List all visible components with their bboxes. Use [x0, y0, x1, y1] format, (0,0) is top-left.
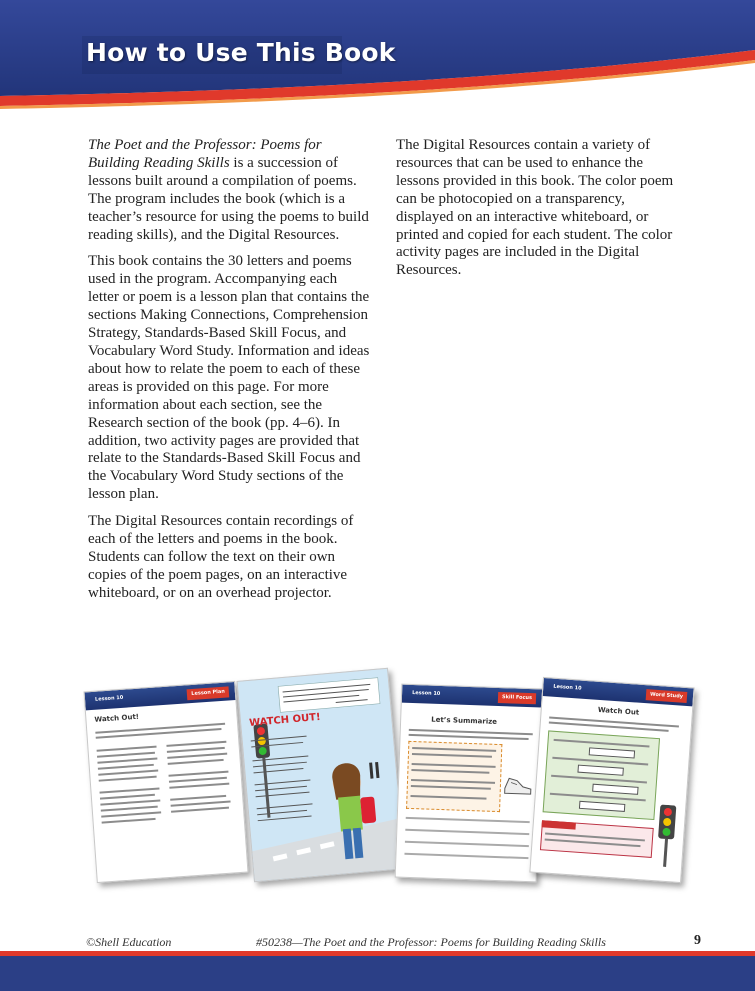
book-reference: #50238—The Poet and the Professor: Poems for Building Reading Skills [256, 935, 606, 949]
card-lesson-label: Lesson 10 [553, 683, 582, 692]
poem-heading: WATCH OUT! [248, 711, 322, 730]
poem-page-art [238, 669, 405, 881]
card-heading: Let’s Summarize [431, 715, 498, 726]
card-tag: Lesson Plan [187, 686, 229, 700]
card-lesson-label: Lesson 10 [412, 689, 441, 697]
traffic-light-icon [653, 804, 679, 867]
page-footer [0, 925, 755, 991]
paragraph [88, 137, 370, 244]
activity-pages-illustration [80, 666, 700, 896]
paragraph: This book contains the 30 letters and poems used in the program. Accompanying each letter or poem is a lesson plan that contains the sections Making Connections, Comprehension Strategy, Standards-Based Skill Focus, and Vocabulary Word Study. Information and ideas about how to relate the poem to each of these areas is provided on this page. For more information about each section, see the Research section of the book (pp. 4–6). In addition, two activity pages are provided that relate to the Standards-Based Skill Focus and the Vocabulary Word Study sections of the lesson plan. [88, 253, 370, 503]
sneaker-icon [503, 774, 534, 797]
skill-focus-page-image [395, 684, 544, 883]
page-number: 9 [694, 933, 701, 948]
card-lesson-label: Lesson 10 [94, 694, 124, 703]
left-column [88, 137, 370, 612]
paragraph: The Digital Resources contain recordings of each of the letters and poems in the book. Students can follow the text on their own copies of the poem pages, on an interactive whiteboard, or on an overhead projector. [88, 513, 354, 601]
lesson-plan-page-image [83, 681, 248, 883]
right-column [396, 137, 686, 289]
card-heading: Watch Out [597, 705, 640, 717]
footer-band [0, 951, 755, 991]
page-header [0, 0, 755, 110]
card-tag: Word Study [646, 689, 688, 703]
card-heading: Watch Out! [94, 712, 140, 724]
word-study-page-image [529, 677, 694, 883]
paragraph: The Digital Resources contain a variety of resources that can be used to enhance the lessons provided in this book. The color poem can be photocopied on a transparency, displayed on an interactive whiteboard, or printed and copied for each student. The color activity pages are included in the Digital Resources. [396, 137, 674, 279]
card-tag: Skill Focus [498, 692, 536, 704]
book-title: The Poet and the Professor: Poems for Building Reading Skills [88, 137, 322, 171]
page-title: How to Use This Book [86, 38, 396, 67]
poem-page-image [236, 668, 405, 882]
paragraph-text: is a succession of lessons built around a compilation of poems. The program includes the book (which is a teacher’s resource for using the poems to build reading skills), and the Digital Resources. [88, 154, 369, 243]
publisher-credit: ©Shell Education [86, 935, 172, 949]
